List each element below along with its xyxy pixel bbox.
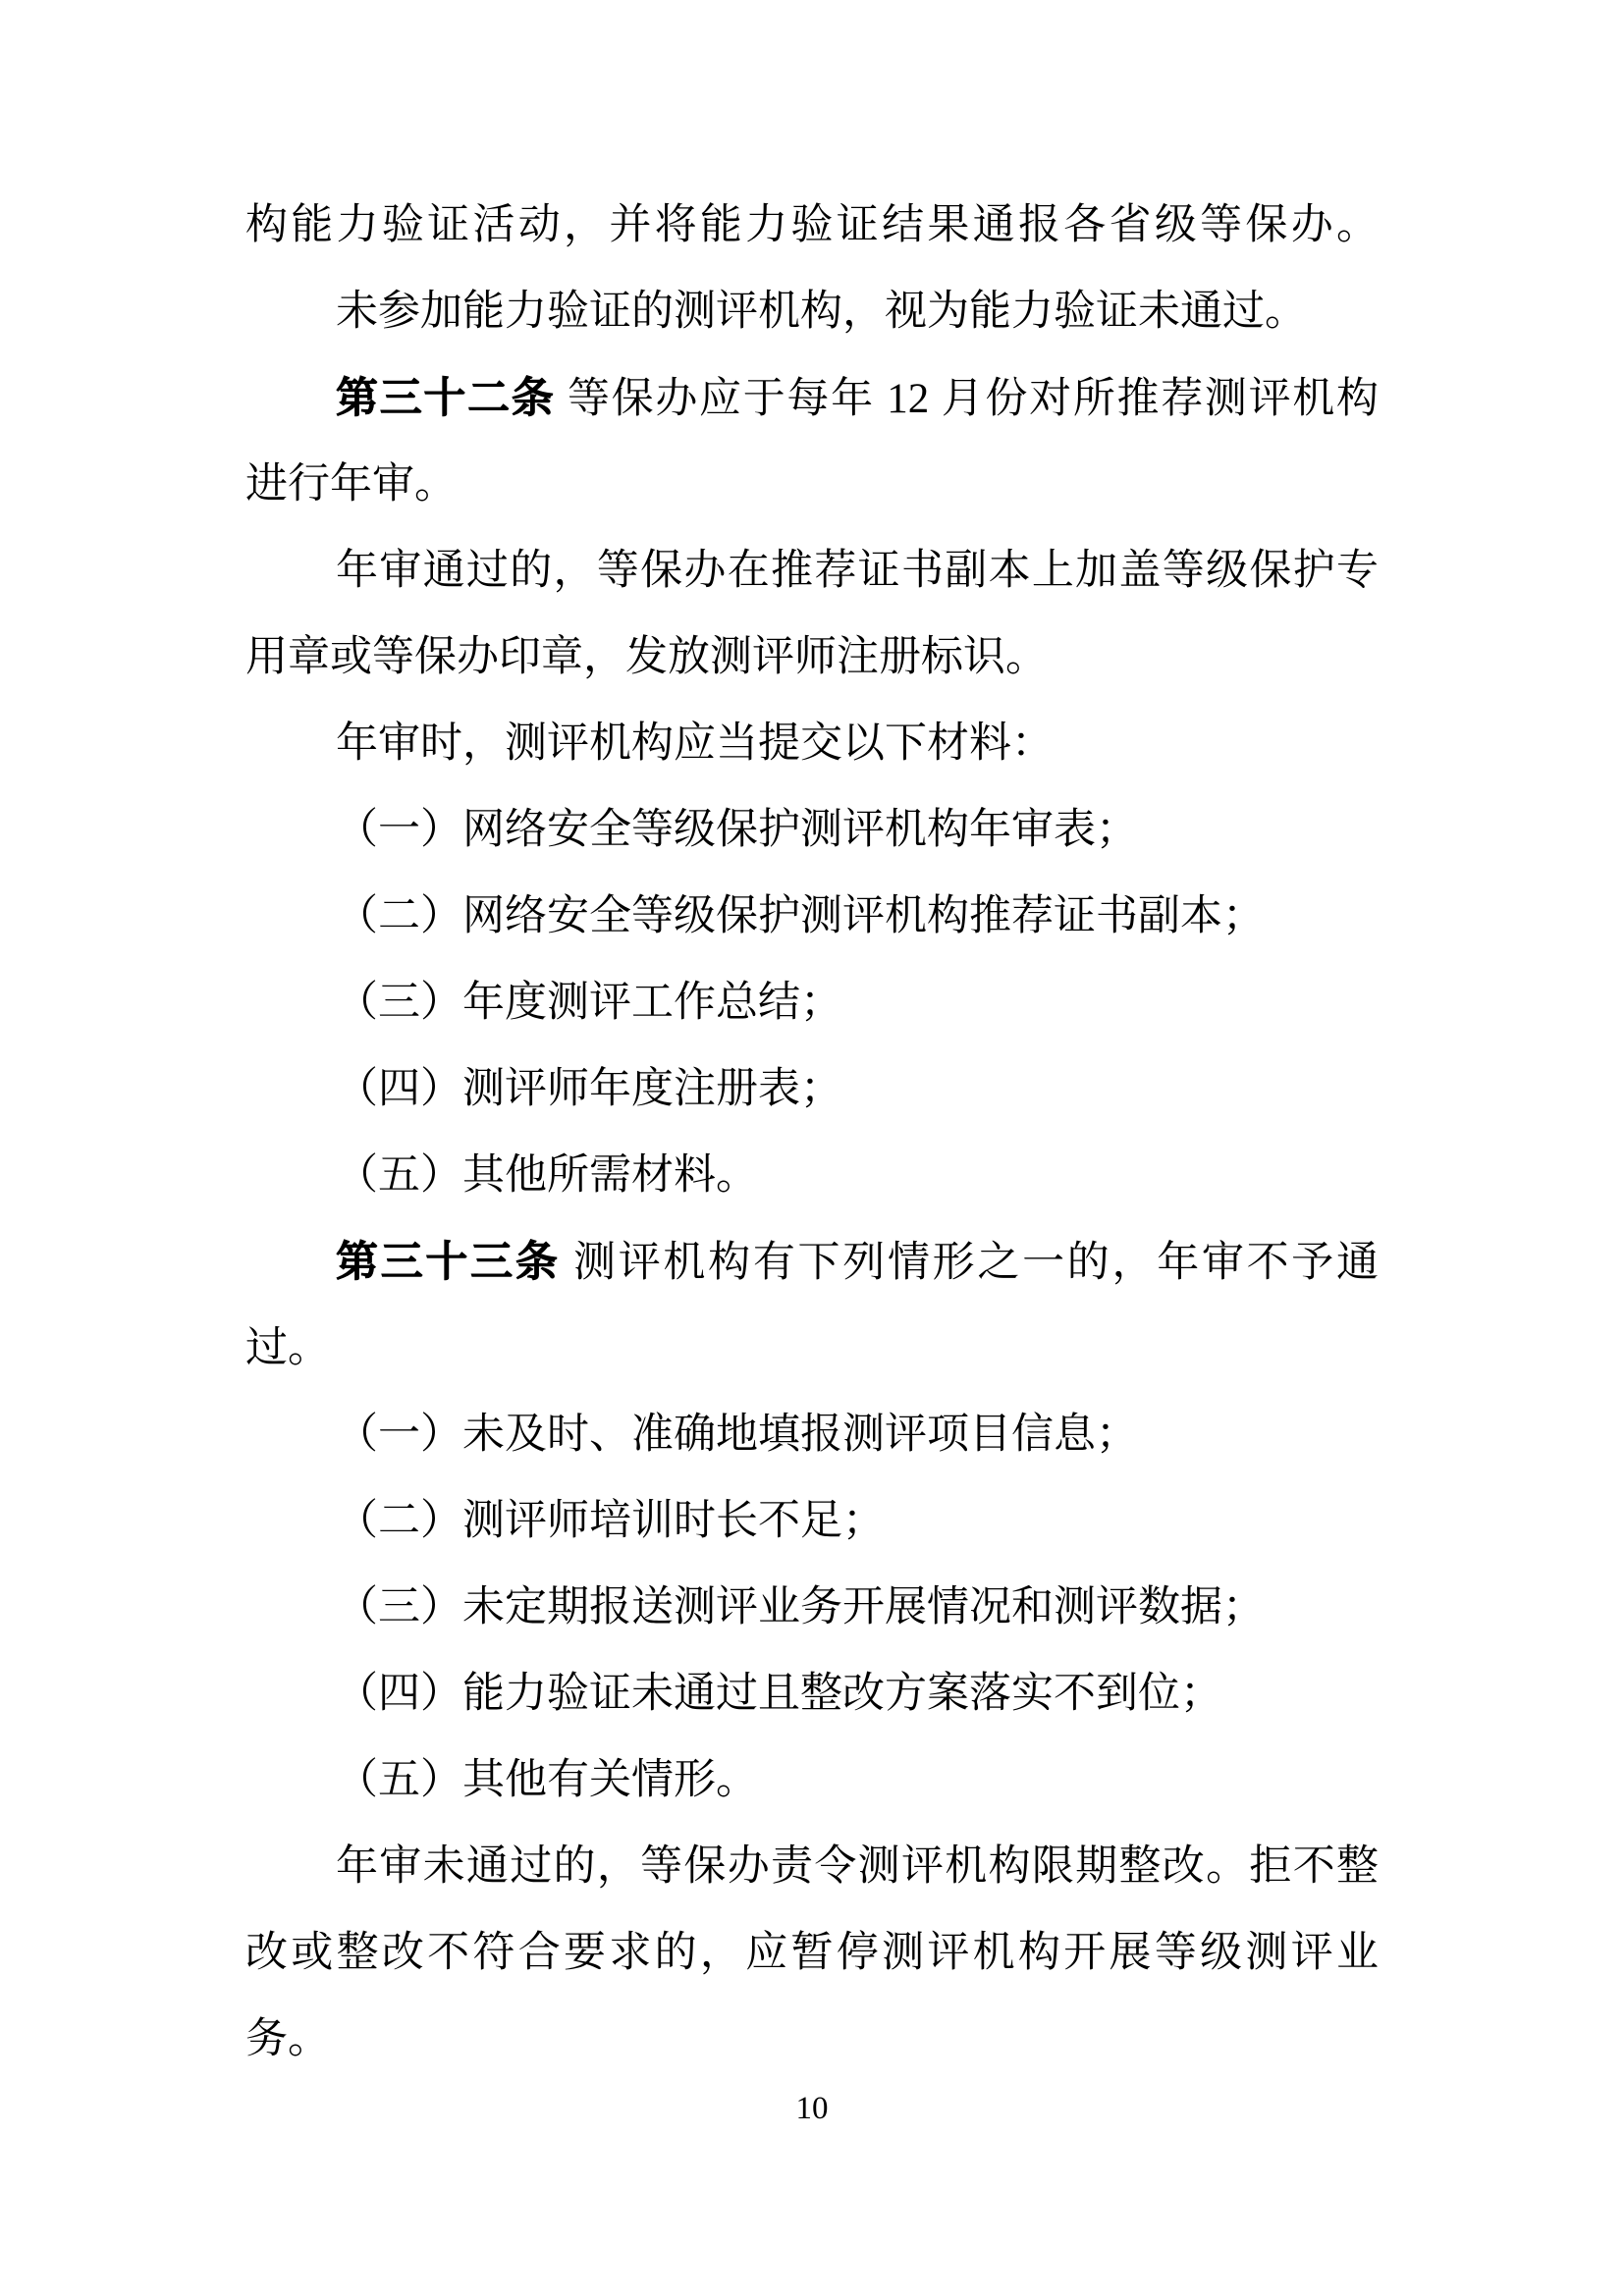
- text-line: （二）测评师培训时长不足；: [336, 1498, 885, 1544]
- text-line: （五）其他有关情形。: [336, 1757, 758, 1803]
- text-line: （三）未定期报送测评业务开展情况和测评数据；: [336, 1584, 1265, 1630]
- text-line: （二）网络安全等级保护测评机构推荐证书副本；: [336, 893, 1265, 939]
- text-line: 过。: [245, 1325, 330, 1371]
- text-line: 未参加能力验证的测评机构，视为能力验证未通过。: [336, 289, 1307, 335]
- text-line: [245, 1219, 1379, 1306]
- page-number: 10: [795, 2091, 829, 2126]
- article-number: 第三十三条: [336, 1239, 561, 1286]
- text-line: （五）其他所需材料。: [336, 1152, 758, 1199]
- text-line: （四）能力验证未通过且整改方案落实不到位；: [336, 1671, 1222, 1717]
- text-line: （四）测评师年度注册表；: [336, 1066, 842, 1112]
- text-line: 进行年审。: [245, 461, 457, 507]
- text-line: 年审时，测评机构应当提交以下材料：: [336, 721, 1054, 767]
- text-line: [245, 355, 1379, 442]
- article-number: 第三十二条: [336, 375, 556, 422]
- text-line: 用章或等保办印章，发放测评师注册标识。: [245, 634, 1048, 680]
- text-line: 构能力验证活动，并将能力验证结果通报各省级等保办。: [245, 202, 1379, 248]
- article-text: 测评机构有下列情形之一的，年审不予通: [560, 1240, 1380, 1286]
- article-text: 等保办应于每年 12 月份对所推荐测评机构: [555, 376, 1380, 422]
- text-line: 务。: [245, 2016, 330, 2062]
- text-line: （一）未及时、准确地填报测评项目信息；: [336, 1412, 1138, 1458]
- text-line: （三）年度测评工作总结；: [336, 980, 842, 1026]
- text-line: （一）网络安全等级保护测评机构年审表；: [336, 807, 1138, 853]
- document-body: [245, 183, 1379, 2083]
- text-line: 改或整改不符合要求的，应暂停测评机构开展等级测评业: [245, 1930, 1379, 1976]
- text-line: 年审通过的，等保办在推荐证书副本上加盖等级保护专: [336, 548, 1379, 594]
- text-line: 年审未通过的，等保办责令测评机构限期整改。拒不整: [336, 1843, 1379, 1890]
